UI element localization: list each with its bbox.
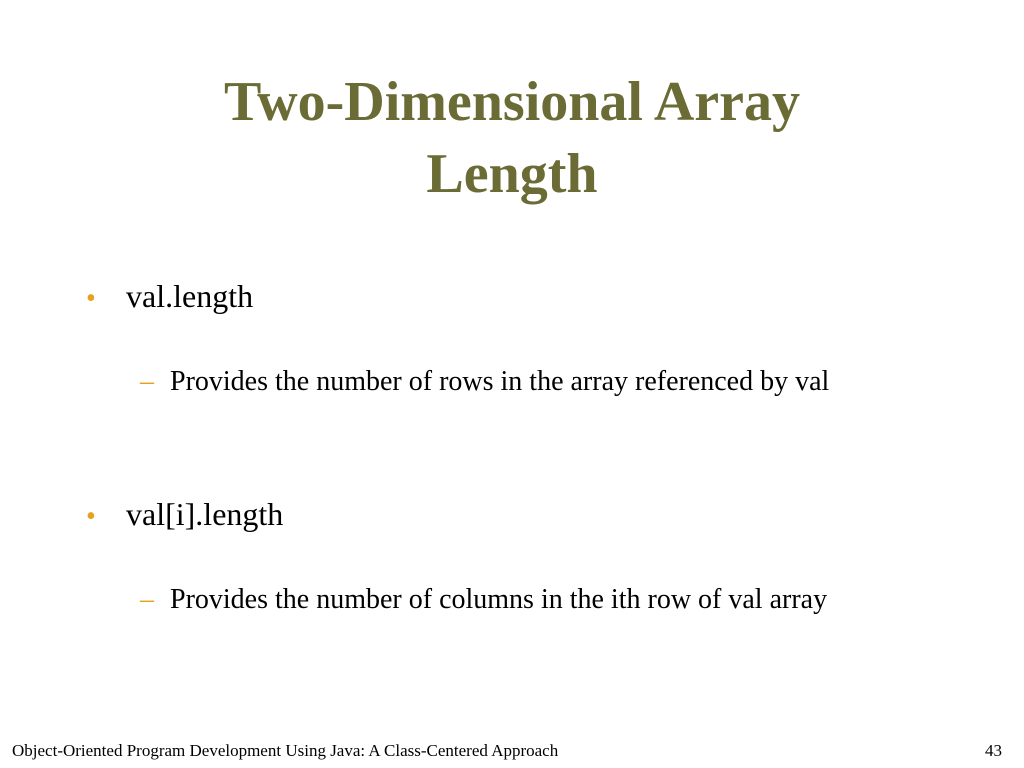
bullet-text: val[i].length [126, 496, 284, 532]
sub-bullet-text: Provides the number of rows in the array referenced by val [170, 366, 830, 397]
sub-bullet-text: Provides the number of columns in the ith row of val array [170, 584, 828, 615]
slide-title-line-2: Length [426, 143, 598, 205]
bullet-dot-icon: • [86, 283, 96, 314]
sub-bullet-rows-description [140, 362, 940, 402]
dash-icon: – [140, 366, 154, 397]
bullet-text: val.length [126, 278, 254, 314]
bullet-item-val-length [86, 276, 253, 319]
slide-title [80, 66, 944, 210]
dash-icon: – [140, 584, 154, 615]
footer-book-title: Object-Oriented Program Development Using Java: A Class-Centered Approach [12, 741, 559, 760]
sub-bullet-columns-description [140, 580, 940, 620]
bullet-dot-icon: • [86, 501, 96, 532]
footer-page-number: 43 [985, 741, 1002, 760]
slide-title-line-1: Two-Dimensional Array [223, 71, 801, 133]
bullet-item-val-i-length [86, 494, 283, 537]
